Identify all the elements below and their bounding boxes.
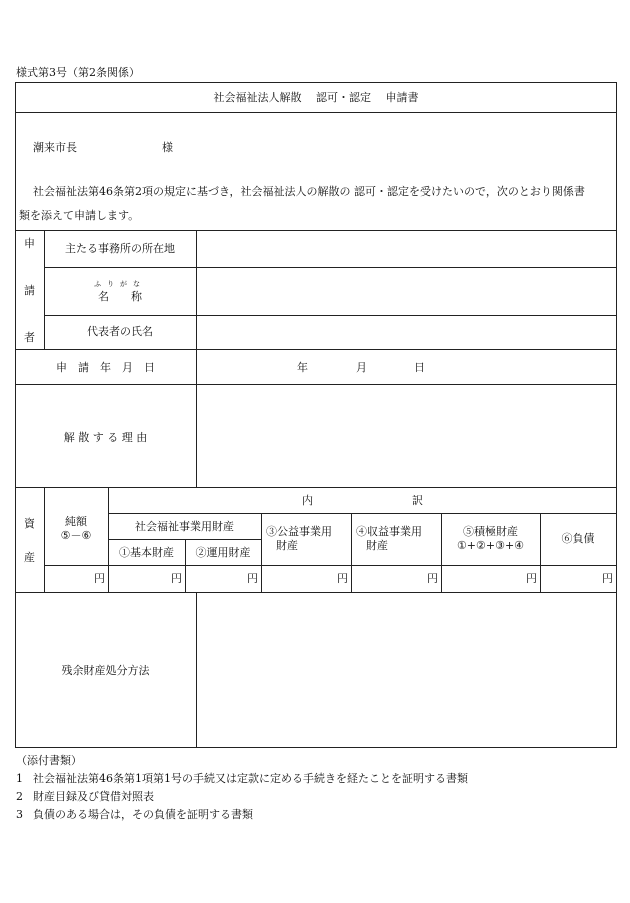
applicant-side-label-1: 申 — [24, 237, 35, 250]
operating-property-label: ②運用財産 — [195, 546, 251, 559]
form-title: 社会福祉法人解散 認可・認定 申請書 — [213, 91, 419, 104]
breakdown-label: 内 訳 — [302, 494, 423, 507]
social-welfare-property-label: 社会福祉事業用財産 — [135, 520, 234, 533]
profit-property-label-2: 財産 — [366, 539, 388, 552]
dissolution-reason-field[interactable] — [197, 385, 616, 487]
intro-text-line1: 社会福祉法第46条第2項の規定に基づき，社会福祉法人の解散の 認可・認定を受けたいので，次のとおり関係書 — [33, 185, 585, 198]
liabilities-label: ⑥負債 — [561, 532, 595, 545]
application-date-month: 月 — [356, 361, 367, 374]
application-date-day: 日 — [414, 361, 425, 374]
dissolution-reason-label: 解 散 す る 理 由 — [63, 431, 148, 444]
yen-public: 円 — [337, 572, 348, 585]
attachment-text: 負債のある場合は，その負債を証明する書類 — [33, 808, 253, 821]
representative-name-field[interactable] — [197, 316, 616, 349]
attachment-number: 3 — [16, 808, 23, 821]
public-property-label-1: ③公益事業用 — [266, 525, 332, 538]
furigana-label: ふりがな — [94, 280, 146, 288]
yen-profit: 円 — [427, 572, 438, 585]
attachment-number: 2 — [16, 790, 23, 803]
office-address-field[interactable] — [197, 231, 616, 267]
positive-property-formula: ①+②+③+④ — [456, 539, 525, 552]
yen-operating: 円 — [247, 572, 258, 585]
application-date-field[interactable] — [197, 350, 616, 384]
office-address-label: 主たる事務所の所在地 — [65, 242, 175, 255]
attachments-heading: （添付書類） — [16, 754, 82, 767]
attachment-text: 財産目録及び貸借対照表 — [33, 790, 154, 803]
applicant-side-label-3: 者 — [24, 331, 35, 344]
yen-liabilities: 円 — [602, 572, 613, 585]
form-number: 様式第3号（第2条関係） — [16, 66, 140, 79]
addressee-mayor: 潮来市長 — [33, 141, 77, 154]
yen-net-amount: 円 — [94, 572, 105, 585]
assets-side-label-1: 資 — [24, 517, 35, 530]
net-amount-label: 純額 — [65, 515, 87, 528]
yen-basic: 円 — [171, 572, 182, 585]
basic-property-label: ①基本財産 — [119, 546, 174, 559]
application-date-year: 年 — [297, 361, 308, 374]
positive-property-label: ⑤積極財産 — [463, 525, 518, 538]
name-label: 名 称 — [98, 290, 142, 303]
profit-property-label-1: ④収益事業用 — [356, 525, 422, 538]
net-amount-formula: ⑤－⑥ — [60, 529, 92, 542]
corporation-name-field[interactable] — [197, 268, 616, 315]
assets-side-label-2: 産 — [24, 551, 35, 564]
applicant-side-label-2: 請 — [24, 284, 35, 297]
application-date-label: 申 請 年 月 日 — [56, 361, 155, 374]
addressee-honorific: 様 — [162, 141, 173, 154]
residual-assets-label: 残余財産処分方法 — [61, 664, 150, 677]
public-property-label-2: 財産 — [276, 539, 298, 552]
attachment-number: 1 — [16, 772, 23, 785]
intro-text-line2: 類を添えて申請します。 — [19, 209, 140, 222]
representative-label: 代表者の氏名 — [87, 325, 153, 338]
attachment-text: 社会福祉法第46条第1項第1号の手続又は定款に定める手続きを経たことを証明する書類 — [33, 772, 468, 785]
yen-positive: 円 — [526, 572, 537, 585]
residual-assets-field[interactable] — [197, 593, 616, 747]
